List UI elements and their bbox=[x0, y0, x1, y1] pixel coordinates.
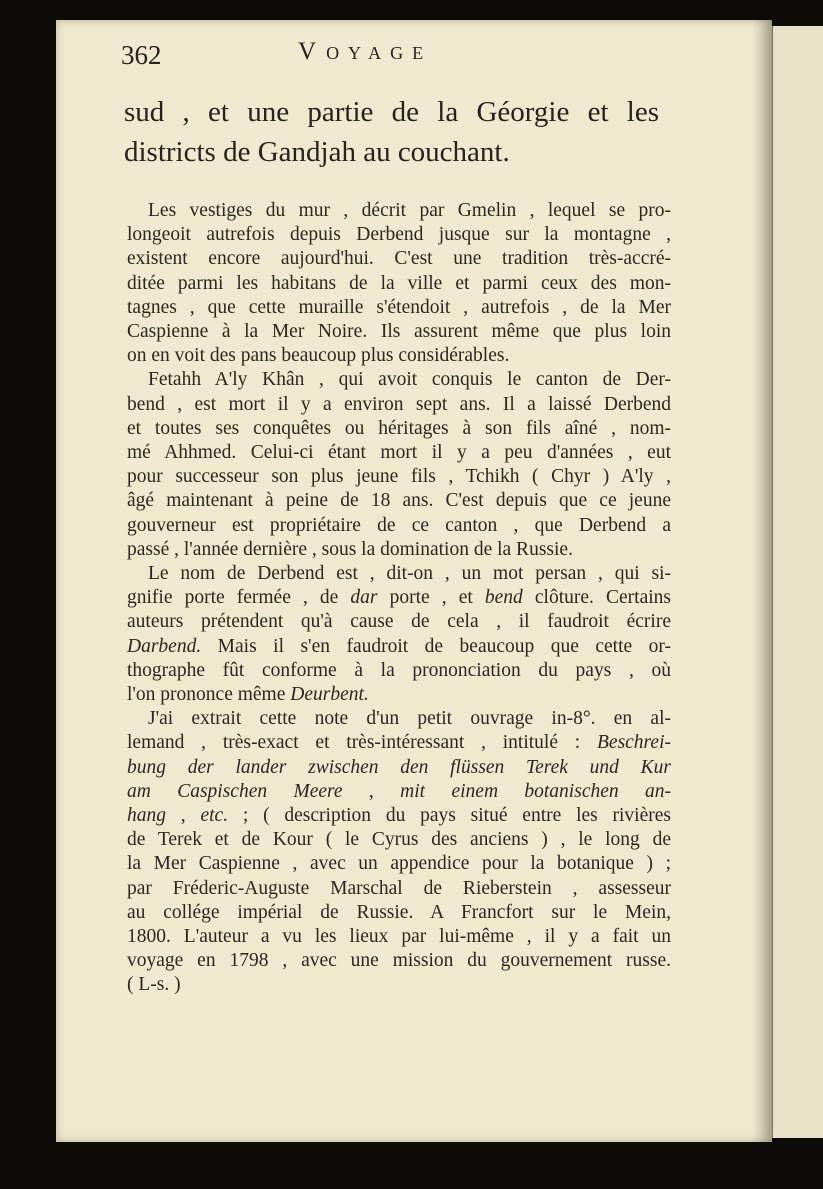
text-segment: J'ai extrait cette note d'un petit ouvrage in-8°. en al- bbox=[148, 708, 671, 730]
text-line bbox=[127, 538, 671, 562]
text-line bbox=[127, 393, 671, 417]
text-segment: et toutes ses conquêtes ou héritages à son fils aîné , nom- bbox=[127, 417, 671, 439]
text-segment: Caspienne à la Mer Noire. Ils assurent même que plus loin bbox=[127, 321, 671, 342]
text-segment: auteurs prétendent qu'à cause de cela , il faudroit écrire bbox=[127, 611, 671, 633]
text-line bbox=[127, 417, 671, 441]
text-segment: porte , et bbox=[377, 587, 485, 609]
text-line bbox=[127, 756, 671, 780]
text-segment: gouverneur est propriétaire de ce canton , que Derbend a bbox=[127, 514, 671, 536]
text-line bbox=[127, 272, 671, 296]
running-head bbox=[298, 38, 432, 66]
text-segment: voyage en 1798 , avec une mission du gouvernement russe. bbox=[127, 950, 671, 972]
text-line bbox=[127, 828, 671, 852]
text-segment: longeoit autrefois depuis Derbend jusque sur la montagne , bbox=[127, 224, 671, 246]
text-segment: tagnes , que cette muraille s'étendoit , autrefois , de la Mer bbox=[127, 296, 671, 318]
text-line bbox=[127, 344, 671, 368]
text-line bbox=[148, 199, 671, 223]
text-line bbox=[127, 731, 671, 755]
text-line bbox=[127, 877, 671, 901]
text-line bbox=[127, 441, 671, 465]
text-line bbox=[127, 901, 671, 925]
italic-text: Darbend. bbox=[127, 635, 202, 657]
text-line bbox=[127, 925, 671, 949]
text-segment: de Terek et de Kour ( le Cyrus des anciens ) , le long de bbox=[127, 829, 671, 851]
text-line bbox=[127, 780, 671, 804]
italic-text: bung der lander zwischen den flüssen Terek und Kur bbox=[127, 756, 671, 778]
text-segment: Mais il s'en faudroit de beaucoup que cette or- bbox=[201, 635, 671, 657]
text-segment: bend , est mort il y a environ sept ans. Il a laissé Derbend bbox=[127, 393, 671, 415]
text-segment: par Fréderic-Auguste Marschal de Rieberstein , assesseur bbox=[127, 877, 671, 899]
text-segment: Le nom de Derbend est , dit-on , un mot persan , qui si- bbox=[148, 563, 671, 584]
gutter-shadow bbox=[752, 20, 772, 1142]
text-line bbox=[127, 247, 671, 271]
text-segment: mé Ahhmed. Celui-ci étant mort il y a peu d'années , eut bbox=[127, 442, 671, 463]
text-segment: passé , l'année dernière , sous la domination de la Russie. bbox=[127, 538, 573, 560]
text-segment: au collége impérial de Russie. A Francfort sur le Mein, bbox=[127, 901, 671, 923]
text-segment: 1800. L'auteur a vu les lieux par lui-même , il y a fait un bbox=[127, 926, 671, 947]
text-segment: Fetahh A'ly Khân , qui avoit conquis le canton de Der- bbox=[148, 369, 671, 391]
italic-text: dar bbox=[350, 587, 378, 609]
text-line bbox=[127, 586, 671, 610]
italic-text: bend bbox=[484, 587, 523, 609]
text-segment: âgé maintenant à peine de 18 ans. C'est depuis que ce jeune bbox=[127, 490, 671, 512]
text-line bbox=[127, 683, 671, 707]
continuation-line: districts de Gandjah au couchant. bbox=[124, 136, 510, 168]
text-line bbox=[127, 949, 671, 973]
text-segment: pour successeur son plus jeune fils , Tchikh ( Chyr ) A'ly , bbox=[127, 466, 671, 488]
text-segment: existent encore aujourd'hui. C'est une tradition très-accré- bbox=[127, 248, 671, 270]
text-segment: gnifie porte fermée , de bbox=[127, 587, 351, 609]
facing-page-edge bbox=[772, 26, 823, 1138]
text-segment: ( L-s. ) bbox=[127, 974, 181, 996]
text-line bbox=[127, 635, 671, 659]
text-line bbox=[148, 707, 671, 731]
text-segment: ditée parmi les habitans de la ville et parmi ceux des mon- bbox=[127, 272, 671, 294]
text-line bbox=[127, 659, 671, 683]
text-segment: Les vestiges du mur , décrit par Gmelin , lequel se pro- bbox=[148, 200, 671, 221]
text-segment: ; ( description du pays situé entre les rivières bbox=[228, 805, 671, 826]
text-line bbox=[127, 223, 671, 247]
text-line bbox=[127, 514, 671, 538]
italic-text: Beschrei- bbox=[597, 732, 671, 754]
text-line bbox=[127, 852, 671, 876]
continuation-line: sud , et une partie de la Géorgie et les bbox=[124, 96, 659, 128]
text-line bbox=[127, 973, 671, 997]
text-segment: clôture. Certains bbox=[522, 587, 671, 609]
text-line bbox=[127, 610, 671, 634]
text-line bbox=[127, 296, 671, 320]
running-head-rest: OYAGE bbox=[326, 43, 433, 63]
italic-text: am Caspischen Meere , mit einem botanischen an- bbox=[127, 780, 671, 802]
italic-text: Deurbent. bbox=[290, 684, 369, 705]
text-segment: on en voit des pans beaucoup plus considérables. bbox=[127, 345, 510, 367]
text-segment: l'on prononce même bbox=[127, 684, 291, 705]
text-line bbox=[127, 465, 671, 489]
running-head-initial: V bbox=[298, 38, 327, 65]
text-segment: la Mer Caspienne , avec un appendice pour la botanique ) ; bbox=[127, 853, 671, 875]
text-line bbox=[127, 489, 671, 513]
text-line bbox=[148, 368, 671, 392]
text-segment: thographe fût conforme à la prononciation du pays , où bbox=[127, 659, 671, 681]
italic-text: hang , etc. bbox=[127, 805, 229, 826]
text-line bbox=[127, 320, 671, 344]
text-line bbox=[148, 562, 671, 586]
text-segment: lemand , très-exact et très-intéressant , intitulé : bbox=[127, 732, 597, 754]
text-line bbox=[127, 804, 671, 828]
page-number: 362 bbox=[121, 40, 162, 70]
